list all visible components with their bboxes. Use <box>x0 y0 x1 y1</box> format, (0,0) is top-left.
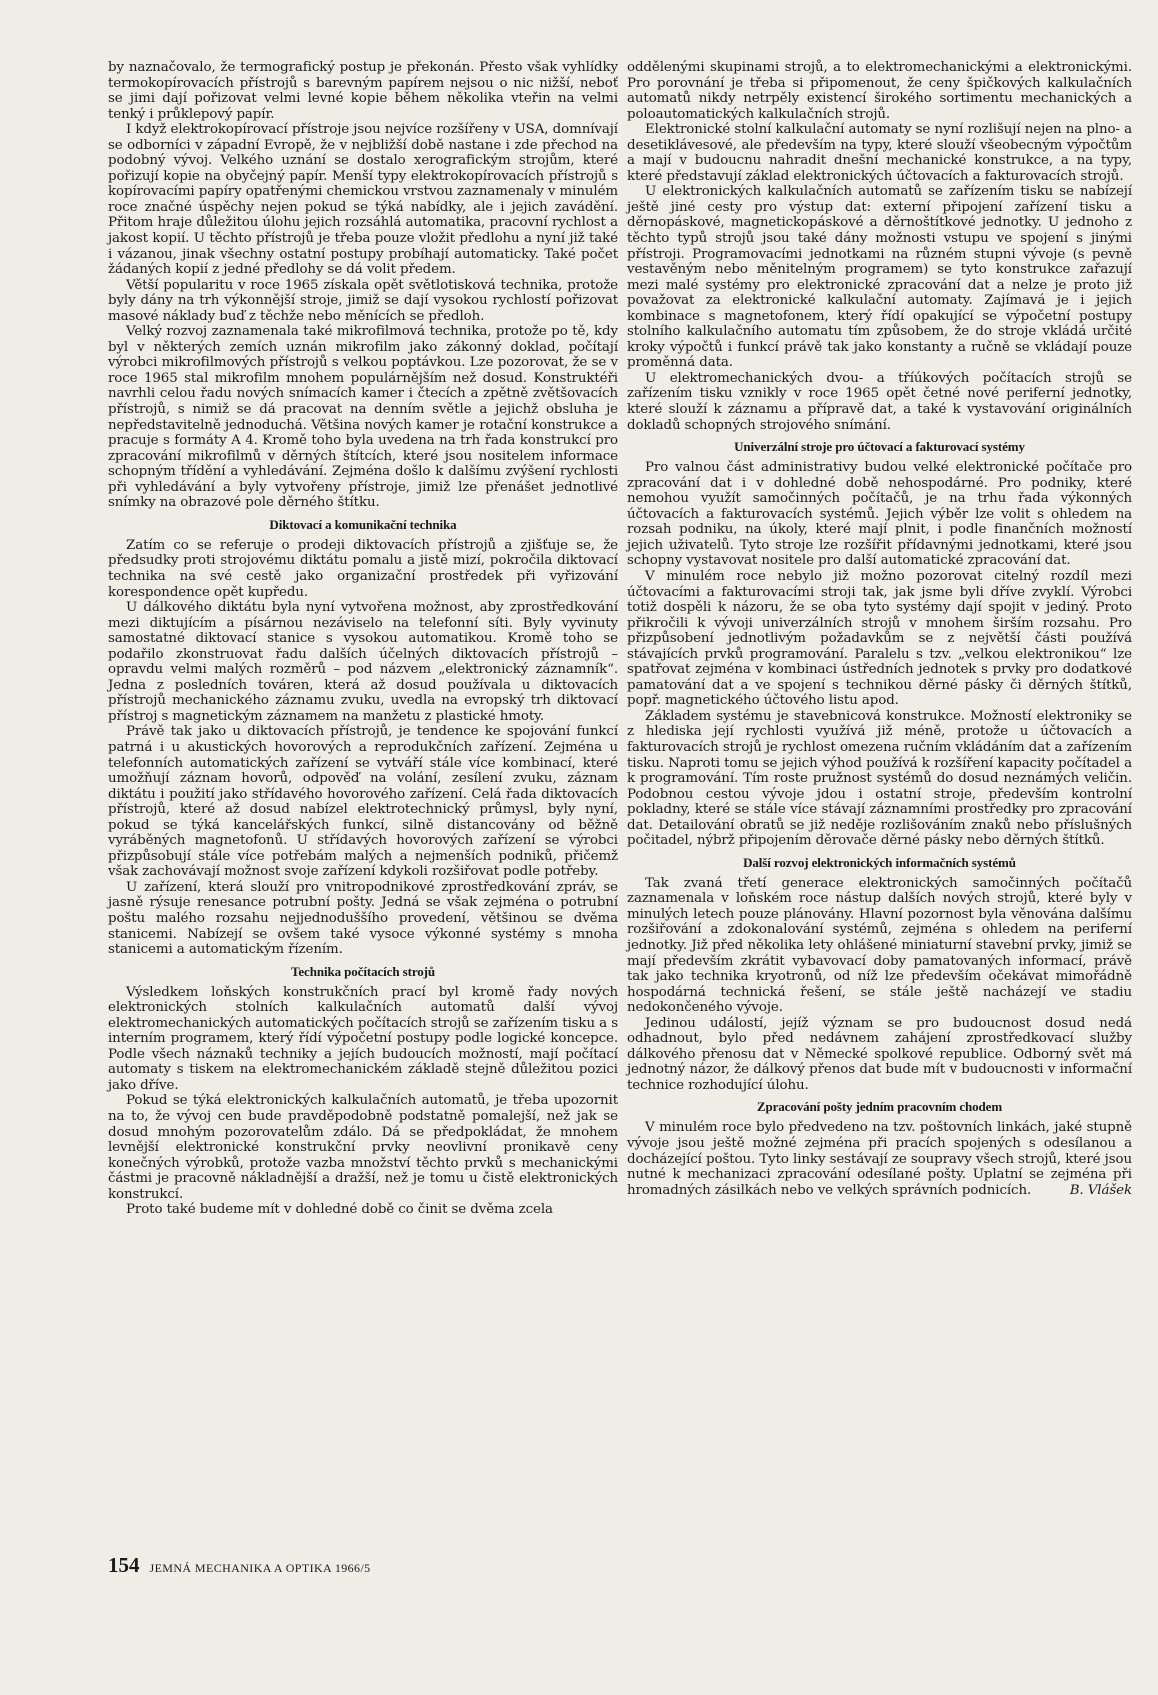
paragraph: U zařízení, která slouží pro vnitropodnikové zprostředkování zpráv, se jasně rýsuje renesance potrubní pošty. Jedná se však zejména o potrubní poštu malého rozsahu nejjednoduššího provedení, většinou se dvěma stanicemi. Nabízejí se ovšem také vysoce výkonné systémy s mnoha stanicemi a automatickým řízením. <box>108 879 618 958</box>
paragraph: Elektronické stolní kalkulační automaty se nyní rozlišují nejen na plno- a desetiklávesové, ale především na typy, které slouží všeobecným výpočtům a mají v budoucnu nahradit dnešní mechanické konstrukce, a na typy, které představují základ elektronických účtovacích a fakturovacích strojů. <box>627 122 1132 184</box>
section-heading: Technika počítacích strojů <box>290 963 436 979</box>
paragraph: U dálkového diktátu byla nyní vytvořena možnost, aby zprostředkování mezi diktujícím a písárnou nezáviselo na telefonní síti. Byly vyvinuty samostatné diktovací stanice s vysokou automatikou. Kromě toho se podařilo zkonstruovat řadu dalších účelných diktovacích přístrojů – opravdu velmi malých rozměrů – pod názvem „elektronický záznamník“. Jedna z posledních továren, která až dosud používala u diktovacích přístrojů mechanického záznamu zvuku, uvedla na evropský trh diktovací přístroj s magnetickým záznamem na manžetu z plastické hmoty. <box>108 600 618 724</box>
paragraph: Právě tak jako u diktovacích přístrojů, je tendence ke spojování funkcí patrná i u akustických hovorových a reprodukčních zařízení. Zejména u telefonních automatických zařízení se vytváří stále více kombinací, které umožňují záznam hovorů, odpověď na volání, zesílení zvuku, záznam diktátu i použití jako střídavého hovorového zařízení. Celá řada diktovacích přístrojů, které až dosud nabízel elektrotechnický průmysl, byly nyní, pokud se týká kancelářských funkcí, silně distancovány od běžně vyráběných magnetofonů. U střídavých hovorových zařízení se výrobci přizpůsobují stále více potřebám malých a nejmenších podniků, přičemž však zachovávají možnost svoje zařízení kdykoli rozšiřovat podle potřeby. <box>108 724 618 880</box>
paragraph: I když elektrokopírovací přístroje jsou nejvíce rozšířeny v USA, domnívají se odborníci v západní Evropě, že v nejbližší době nastane i zde přechod na podobný vývoj. Velkého uznání se dostalo xerografickým strojům, které pořizují kopie na obyčejný papír. Menší typy elektrokopírovacích přístrojů s kopírovacími papíry opatřenými chemickou vrstvou zaznamenaly v minulém roce značné úspěchy nejen pokud se týká nabídky, ale i jejich zavádění. Přitom hraje důležitou úlohu jejich rozsáhlá automatika, pracovní rychlost a jakost kopií. U těchto přístrojů je třeba pouze vložit předlohu a nyní již také i vázanou, jinak všechny ostatní postupy probíhají automaticky. Také počet žádaných kopií z jedné předlohy se dá volit předem. <box>108 122 618 278</box>
paragraph: by naznačovalo, že termografický postup je překonán. Přesto však vyhlídky termokopírovacích přístrojů s barevným papírem nejsou o nic nižší, neboť se jimi dají pořizovat velmi levné kopie během několika vteřin na velmi tenký i průklepový papír. <box>108 60 618 122</box>
paragraph: U elektromechanických dvou- a tříúkových počítacích strojů se zařízením tisku vznikly v roce 1965 opět četné nové periferní jednotky, které slouží k záznamu a přípravě dat, a také k vystavování originálních dokladů schopných strojového snímání. <box>627 370 1132 433</box>
paragraph: Jedinou událostí, jejíž význam se pro budoucnost dosud nedá odhadnout, bylo před nedávnem zahájení zprostředkovací služby dálkového přenosu dat v Německé spolkové republice. Odborný svět má jednotný názor, že dálkový přenos dat bude mít v budoucnosti v informační technice rozhodující úlohu. <box>627 1015 1132 1093</box>
paragraph: Zatím co se referuje o prodeji diktovacích přístrojů a zjišťuje se, že předsudky proti strojovému diktátu pomalu a jistě mizí, pokročila diktovací technika na své cestě jako organizační prostředek při vyřizování korespondence opět kupředu. <box>108 537 618 600</box>
paragraph: Velký rozvoj zaznamenala také mikrofilmová technika, protože po tě, kdy byl v některých zemích uznán mikrofilm jako zákonný doklad, počítají výrobci mikrofilmových přístrojů s velkou poptávkou. Lze pozorovat, že se v roce 1965 stal mikrofilm mnohem populárnějším než dosud. Konstruktéři navrhli celou řadu nových snímacích kamer i čtecích a zpětně zvětšovacích přístrojů, s nimiž se dá pracovat na denním světle a jejichž obsluha je nepředstavitelně jednoduchá. Většina nových kamer je rotační konstrukce a pracuje s formáty A 4. Kromě toho byla uvedena na trh řada konstrukcí pro zpracování mikrofilmů v děrných štítcích, které jsou nositelem informace schopným třídění a vyhledávání. Zejména došlo k dalšímu zvýšení rychlosti při vyhledávání a byly vytvořeny přístroje, jimiž lze přenášet jednotlivé snímky na obrazové pole děrného štítku. <box>108 324 618 511</box>
paragraph: Výsledkem loňských konstrukčních prací byl kromě řady nových elektronických stolních kalkulačních automatů další vývoj elektromechanických automatických počítacích strojů se zařízením tisku a s interním programem, který řídí výpočetní postupy podle logické koncepce. Podle všech náznaků techniky a jejích budoucích možností, mají počítací automaty s tiskem na elektromechanickém základě stejně důležitou pozici jako dříve. <box>108 984 618 1093</box>
paragraph: Pokud se týká elektronických kalkulačních automatů, je třeba upozornit na to, že vývoj cen bude pravděpodobně podstatně pomalejší, než jak se dosud mnohým pozorovatelům zdálo. Dá se předpokládat, že mnohem levnější elektronické konstrukční prvky neovlivní pronikavě ceny konečných výrobků, protože vazba množství těchto prvků s mechanickými částmi je pracovně nákladnější a dražší, než je tomu u čistě elektronických konstrukcí. <box>108 1093 618 1202</box>
page-footer <box>108 1553 371 1578</box>
author-signature: B. Vlášek <box>1069 1182 1132 1198</box>
paragraph: Pro valnou část administrativy budou velké elektronické počítače pro zpracování dat i v dohledné době nehospodárné. Pro podniky, které nemohou využít samočinných počítačů, je na trhu řada výkonných účtovacích a fakturovacích systémů. Jejich výběr lze volit s ohledem na rozsah podniku, na úkoly, které mají plnit, i podle finančních možností jejich uživatelů. Tyto stroje lze rozšířit přídavnými jednotkami, které jsou schopny vystavovat nositele pro další automatické zpracování dat. <box>627 460 1132 569</box>
section-heading: Diktovací a komunikační technika <box>269 516 457 532</box>
paragraph: oddělenými skupinami strojů, a to elektromechanickými a elektronickými. Pro porovnání je třeba si připomenout, že ceny špičkových kalkulačních automatů nikdy netrpěly existencí širokého sortimentu mechanických a poloautomatických kalkulačních strojů. <box>627 60 1132 122</box>
section-heading: Zpracování pošty jedním pracovním chodem <box>756 1099 1003 1115</box>
paragraph: Proto také budeme mít v dohledné době co činit se dvěma zcela <box>126 1202 553 1218</box>
section-heading: Další rozvoj elektronických informačních systémů <box>743 854 1016 870</box>
paragraph: Základem systému je stavebnicová konstrukce. Možností elektroniky se z hlediska její rychlosti využívá již méně, protože u účtovacích a fakturovacích strojů je rychlost omezena ručním vkládáním dat a zařízením tisku. Naproti tomu se jejich výhod používá k rozšíření kapacity počítadel a k programování. Tím roste pružnost systémů do dosud neznámých veličin. Podobnou cestou vývoje jdou i ostatní stroje, především kontrolní pokladny, které se stále více stávají záznamními prostředky pro zpracování dat. Detailování obratů se již neděje rozlišováním znaků nebo příslušných počitadel, nýbrž připojením děrovače děrné pásky nebo děrných štítků. <box>627 708 1132 849</box>
page-number: 154 <box>108 1553 140 1577</box>
paragraph: U elektronických kalkulačních automatů se zařízením tisku se nabízejí ještě jiné cesty pro výstup dat: externí připojení zařízení tisku a děrnopáskové, magnetickopáskové a děrnoštítkové jednotky. U jednoho z těchto typů strojů jsou také dány možnosti vstupu ve spojení s jinými přístroji. Programovacími jednotkami na různém stupni vývoje (s pevně vestavěným nebo měnitelným programem) se tyto konstrukce zařazují mezi malé systémy pro elektronické zpracování dat a nelze je proto již považovat za elektronické kalkulační automaty. Zajímavá je i jejich kombinace s magnetofonem, který řídí opakující se výpočetní postupy stolního kalkulačního automatu tím způsobem, že do stroje vkládá určité kroky výpočtů i funkcí právě tak jako konstanty a ručně se vkládají pouze proměnná data. <box>627 184 1132 371</box>
paragraph: V minulém roce nebylo již možno pozorovat citelný rozdíl mezi účtovacími a fakturovacími stroji tak, jak jsme byli dříve zvyklí. Výrobci totiž dospěli k názoru, že se oba tyto systémy dají spojit v jediný. Proto přikročili k vývoji univerzálních strojů v mnohem širším rozsahu. Pro přizpůsobení jednotlivým požadavkům se z největší části používá stávajících prvků programování. Paralelu s tzv. „velkou elektronikou“ lze spatřovat zejména v kombinaci ústředních jednotek s prvky pro dodatkové pamatování dat a ve spojení s technikou děrné pásky či děrných štítků, popř. magnetického účtového listu apod. <box>627 568 1132 709</box>
right-column <box>627 60 1132 1198</box>
journal-title: JEMNÁ MECHANIKA A OPTIKA 1966/5 <box>149 1561 371 1575</box>
section-heading: Univerzální stroje pro účtovací a fakturovací systémy <box>734 439 1025 455</box>
paragraph: V minulém roce bylo předvedeno na tzv. poštovních linkách, jaké stupně vývoje jsou ještě možné zejména při pracích spojených s odesílanou a docházející poštou. Tyto linky sestávají ze soupravy všech strojů, které jsou nutné k mechanizaci zpracování odesílané pošty. Uplatní se zejména při hromadných zásilkách nebo ve velkých správních podnicích. B. Vlášek <box>627 1120 1132 1198</box>
paragraph: Tak zvaná třetí generace elektronických samočinných počítačů zaznamenala v loňském roce nástup dalších nových strojů, které byly v minulých letech pouze plánovány. Hlavní pozornost byla věnována dalšímu rozšiřování a zdokonalování systémů, zejména s ohledem na periferní jednotky. Již před několika lety ohlášené miniaturní stavební prvky, jimiž se mají především zkrátit vybavovací doby pamatovaných informací, právě tak jako technika kryotronů, od níž lze především očekávat mimořádně hospodárná technická řešení, se stále ještě nacházejí ve stadiu nedokončeného vývoje. <box>627 875 1132 1016</box>
paragraph: Větší popularitu v roce 1965 získala opět světlotisková technika, protože byly dány na trh výkonnější stroje, jimiž se dají vysokou rychlostí pořizovat masové náklady buď z těchže nebo měnících se předloh. <box>108 277 618 324</box>
left-column <box>108 60 618 1218</box>
